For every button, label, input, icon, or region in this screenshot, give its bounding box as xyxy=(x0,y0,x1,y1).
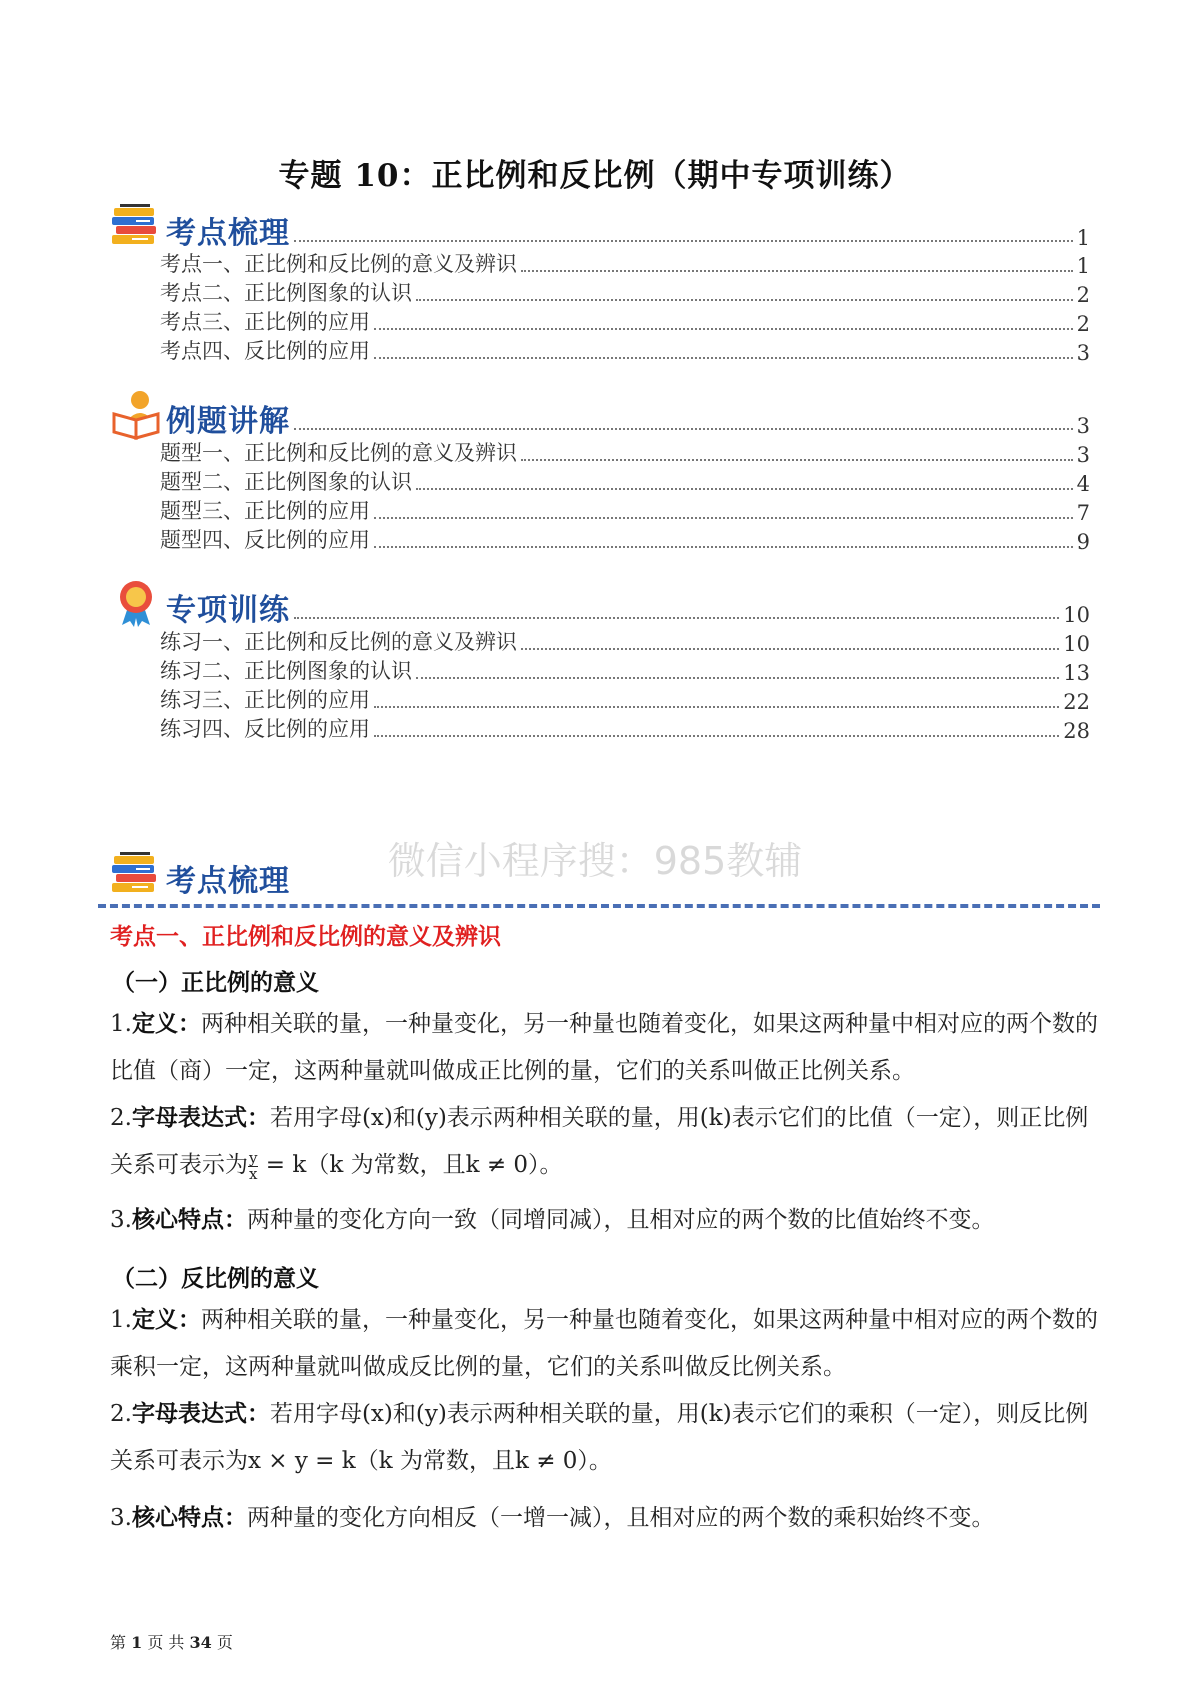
toc-leader xyxy=(521,459,1073,461)
subsection-title: （一）正比例的意义 xyxy=(112,969,319,996)
toc-page-number: 13 xyxy=(1063,661,1090,685)
definition-label: 定义： xyxy=(131,1010,201,1037)
expression-condition: k ≠ 0 xyxy=(465,1152,529,1178)
toc-item[interactable] xyxy=(160,335,1090,365)
toc-leader xyxy=(521,270,1073,272)
toc-item[interactable] xyxy=(160,655,1090,685)
expression-paragraph: 2.字母表达式：若用字母(x)和(y)表示两种相关联的量，用(k)表示它们的比值（一定），则正比例关系可表示为 $\frac{y}{x}$ = k（k 为常数，且k ≠ 0）。 xyxy=(110,1104,1089,1183)
toc-heading-kaodian[interactable] xyxy=(110,206,1090,252)
toc-page-number: 3 xyxy=(1076,414,1090,438)
toc-item[interactable] xyxy=(160,495,1090,525)
toc-leader xyxy=(294,617,1059,619)
fraction-denominator: x xyxy=(249,1164,258,1183)
core-paragraph: 3.核心特点：两种量的变化方向相反（一增一减），且相对应的两个数的乘积始终不变。 xyxy=(110,1504,995,1531)
toc-item-label: 练习二、正比例图象的认识 xyxy=(160,659,412,683)
toc-page-number: 2 xyxy=(1076,283,1090,307)
toc-item[interactable] xyxy=(160,466,1090,496)
toc-page-number: 3 xyxy=(1076,341,1090,365)
expression-label: 字母表达式： xyxy=(131,1400,270,1427)
expression-text: 若用字母(x)和(y)表示两种相关联的量，用(k)表示它们的比值（一定），则正比例关系可表示为 xyxy=(110,1105,1089,1178)
toc-page-number: 28 xyxy=(1063,719,1090,743)
toc-item-label: 考点一、正比例和反比例的意义及辨识 xyxy=(160,252,517,276)
page-footer xyxy=(110,1630,233,1653)
definition-label: 定义： xyxy=(131,1306,201,1333)
footer-total-pages: 34 xyxy=(189,1633,212,1652)
toc-item-label: 练习四、反比例的应用 xyxy=(160,717,370,741)
expression-text: ）。 xyxy=(577,1448,612,1474)
toc-item-label: 题型三、正比例的应用 xyxy=(160,499,370,523)
expression-label: 字母表达式： xyxy=(131,1104,270,1131)
books-icon xyxy=(110,200,162,252)
toc-item-label: 考点三、正比例的应用 xyxy=(160,310,370,334)
fraction-numerator: y xyxy=(249,1148,258,1167)
toc-heading-zhuanxiang[interactable] xyxy=(110,583,1090,629)
core-label: 核心特点： xyxy=(131,1504,247,1531)
toc-item-label: 考点四、反比例的应用 xyxy=(160,339,370,363)
toc-item-label: 练习三、正比例的应用 xyxy=(160,688,370,712)
footer-text: 页 共 xyxy=(147,1633,185,1652)
toc-leader xyxy=(416,677,1059,679)
toc-page-number: 7 xyxy=(1076,501,1090,525)
footer-text: 第 xyxy=(110,1633,127,1652)
books-icon xyxy=(110,848,162,900)
definition-text: 两种相关联的量，一种量变化，另一种量也随着变化，如果这两种量中相对应的两个数的比值（商）一定，这两种量就叫做成正比例的量，它们的关系叫做正比例关系。 xyxy=(110,1011,1098,1084)
toc-heading-label: 考点梳理 xyxy=(166,216,290,251)
subsection-title: （二）反比例的意义 xyxy=(112,1265,319,1292)
document-title: 专题 10：正比例和反比例（期中专项训练） xyxy=(278,158,912,194)
toc-page-number: 22 xyxy=(1063,690,1090,714)
toc-leader xyxy=(374,328,1073,330)
toc-page-number: 3 xyxy=(1076,443,1090,467)
toc-leader xyxy=(374,706,1059,708)
toc-leader xyxy=(374,517,1073,519)
toc-heading-label: 例题讲解 xyxy=(166,404,290,439)
reader-icon xyxy=(110,388,162,440)
definition-paragraph: 1.定义：两种相关联的量，一种量变化，另一种量也随着变化，如果这两种量中相对应的两个数的比值（商）一定，这两种量就叫做成正比例的量，它们的关系叫做正比例关系。 xyxy=(110,1010,1098,1084)
toc-leader xyxy=(521,648,1059,650)
toc-item[interactable] xyxy=(160,713,1090,743)
toc-item[interactable] xyxy=(160,684,1090,714)
expression-x-times-y: x × y = k xyxy=(248,1448,356,1474)
toc-item[interactable] xyxy=(160,626,1090,656)
toc-page-number: 9 xyxy=(1076,530,1090,554)
expression-equals-k: = k xyxy=(258,1152,307,1178)
toc-heading-label: 专项训练 xyxy=(166,593,290,628)
core-text: 两种量的变化方向一致（同增同减），且相对应的两个数的比值始终不变。 xyxy=(246,1207,995,1233)
core-text: 两种量的变化方向相反（一增一减），且相对应的两个数的乘积始终不变。 xyxy=(246,1505,995,1531)
expression-condition: k ≠ 0 xyxy=(514,1448,578,1474)
toc-item-label: 题型四、反比例的应用 xyxy=(160,528,370,552)
section-heading-label: 考点梳理 xyxy=(166,864,290,899)
core-paragraph: 3.核心特点：两种量的变化方向一致（同增同减），且相对应的两个数的比值始终不变。 xyxy=(110,1206,995,1233)
award-medal-icon xyxy=(110,577,162,629)
toc-page-number: 4 xyxy=(1076,472,1090,496)
toc-page-number: 10 xyxy=(1063,603,1090,627)
toc-page-number: 1 xyxy=(1076,226,1090,250)
section-heading xyxy=(110,848,290,900)
toc-item-label: 考点二、正比例图象的认识 xyxy=(160,281,412,305)
definition-text: 两种相关联的量，一种量变化，另一种量也随着变化，如果这两种量中相对应的两个数的乘积一定，这两种量就叫做成反比例的量，它们的关系叫做反比例关系。 xyxy=(110,1307,1098,1380)
toc-leader xyxy=(416,299,1073,301)
toc-item[interactable] xyxy=(160,437,1090,467)
toc-item-label: 练习一、正比例和反比例的意义及辨识 xyxy=(160,630,517,654)
toc-page-number: 10 xyxy=(1063,632,1090,656)
fraction-y-over-x xyxy=(248,1148,258,1183)
toc-leader xyxy=(294,240,1073,242)
toc-item[interactable] xyxy=(160,248,1090,278)
toc-leader xyxy=(374,546,1073,548)
footer-text: 页 xyxy=(216,1633,233,1652)
toc-leader xyxy=(294,428,1073,430)
core-label: 核心特点： xyxy=(131,1206,247,1233)
expression-text: 若用字母(x)和(y)表示两种相关联的量，用(k)表示它们的乘积（一定），则反比例关系可表示为 xyxy=(110,1401,1089,1474)
toc-item[interactable] xyxy=(160,306,1090,336)
footer-page-number: 1 xyxy=(131,1633,143,1652)
toc-page-number: 2 xyxy=(1076,312,1090,336)
watermark: 微信小程序搜：985教辅 xyxy=(387,839,803,883)
toc-leader xyxy=(416,488,1073,490)
expression-text: （k 为常数，且 xyxy=(306,1152,466,1178)
expression-text: （k 为常数，且 xyxy=(355,1448,515,1474)
point-title: 考点一、正比例和反比例的意义及辨识 xyxy=(110,923,501,950)
toc-item-label: 题型一、正比例和反比例的意义及辨识 xyxy=(160,441,517,465)
toc-item-label: 题型二、正比例图象的认识 xyxy=(160,470,412,494)
definition-paragraph: 1.定义：两种相关联的量，一种量变化，另一种量也随着变化，如果这两种量中相对应的两个数的乘积一定，这两种量就叫做成反比例的量，它们的关系叫做反比例关系。 xyxy=(110,1306,1098,1380)
expression-paragraph: 2.字母表达式：若用字母(x)和(y)表示两种相关联的量，用(k)表示它们的乘积（一定），则反比例关系可表示为x × y = k（k 为常数，且k ≠ 0）。 xyxy=(110,1400,1089,1474)
toc-page-number: 1 xyxy=(1076,254,1090,278)
toc-leader xyxy=(374,357,1073,359)
expression-text: ）。 xyxy=(528,1152,563,1178)
toc-leader xyxy=(374,735,1059,737)
toc-item[interactable] xyxy=(160,524,1090,554)
toc-heading-liti[interactable] xyxy=(110,394,1090,440)
toc-item[interactable] xyxy=(160,277,1090,307)
section-divider xyxy=(98,904,1100,908)
